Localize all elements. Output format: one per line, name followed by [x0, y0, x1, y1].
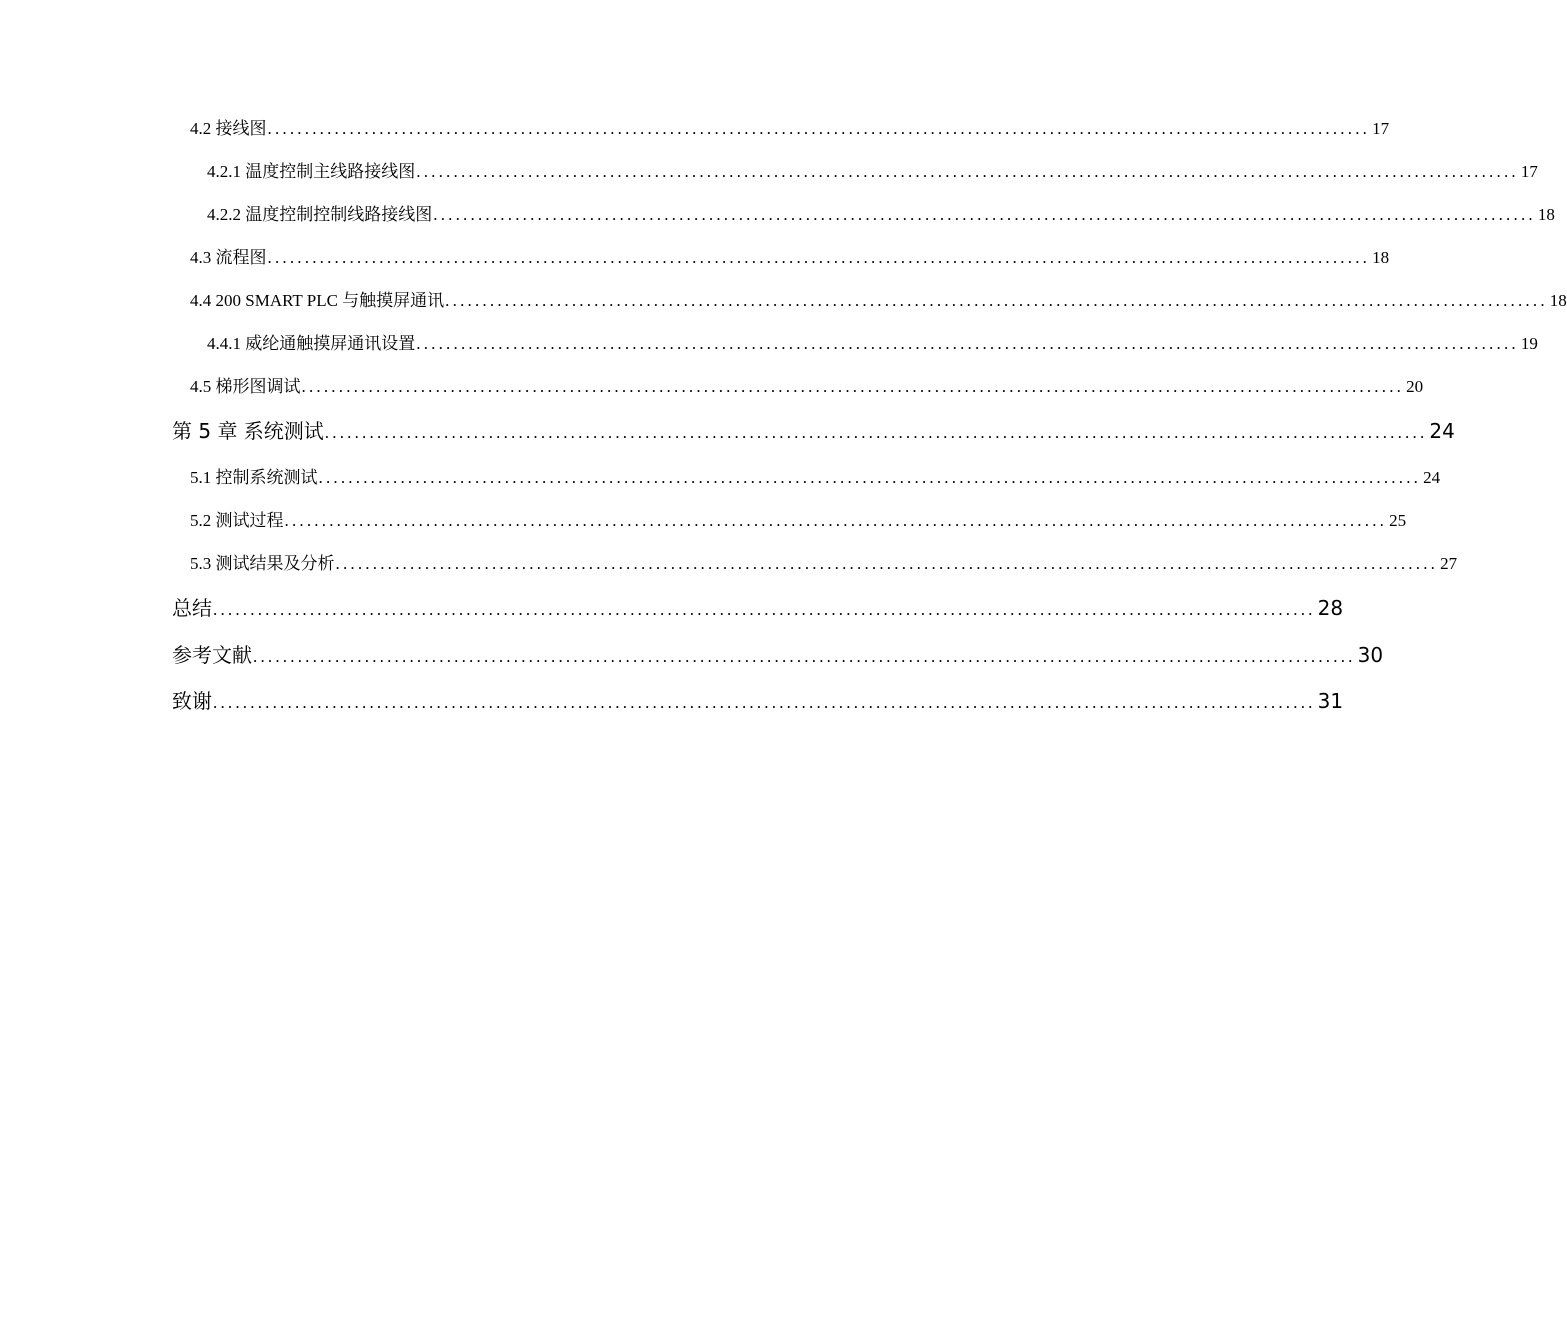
toc-entry-title: 4.2.2 温度控制控制线路接线图 [207, 205, 433, 224]
toc-page-number: 18 [1372, 248, 1390, 267]
toc-page-number: 30 [1357, 643, 1384, 667]
toc-entry-4-4-1[interactable] [207, 329, 1538, 354]
toc-page-number: 27 [1440, 554, 1458, 573]
toc-leader-dots: .................................................................................................................................................... [324, 423, 1428, 442]
toc-page-number: 20 [1406, 377, 1424, 396]
toc-entry-5-3[interactable] [190, 549, 1458, 574]
toc-page-number: 18 [1537, 205, 1555, 224]
toc-page-number: 17 [1520, 162, 1538, 181]
toc-page-number: 24 [1423, 468, 1441, 487]
toc-page-number: 31 [1317, 689, 1344, 713]
toc-entry-title: 5.3 测试结果及分析 [190, 554, 335, 573]
toc-leader-dots: .................................................................................................................................................... [433, 205, 1536, 224]
toc-leader-dots: .................................................................................................................................................... [284, 511, 1388, 530]
toc-leader-dots: .................................................................................................................................................... [301, 377, 1405, 396]
toc-entry-title: 5.1 控制系统测试 [190, 468, 318, 487]
toc-leader-dots: .................................................................................................................................................... [318, 468, 1422, 487]
toc-entry-4-2-1[interactable] [207, 157, 1538, 182]
toc-entry-title: 5.2 测试过程 [190, 511, 284, 530]
toc-entry-5-2[interactable] [190, 506, 1407, 531]
toc-entry-title: 4.4.1 威纶通触摸屏通讯设置 [207, 334, 416, 353]
toc-entry-references[interactable] [172, 639, 1384, 668]
toc-entry-title: 参考文献 [172, 643, 252, 667]
toc-page-number: 25 [1389, 511, 1407, 530]
toc-entry-title: 4.4 200 SMART PLC 与触摸屏通讯 [190, 291, 445, 310]
toc-entry-5-1[interactable] [190, 463, 1441, 488]
toc-entry-4-3[interactable] [190, 243, 1390, 268]
toc-entry-4-2[interactable] [190, 114, 1390, 139]
toc-entry-acknowledgements[interactable] [172, 685, 1344, 714]
toc-entry-title: 第 5 章 系统测试 [172, 419, 324, 443]
toc-leader-dots: .................................................................................................................................................... [335, 554, 1439, 573]
toc-entry-title: 4.2 接线图 [190, 119, 267, 138]
toc-page-number: 24 [1429, 419, 1455, 443]
toc-page-number: 18 [1549, 291, 1567, 310]
toc-leader-dots: .................................................................................................................................................... [213, 600, 1316, 619]
toc-leader-dots: .................................................................................................................................................... [445, 291, 1548, 310]
toc-entry-4-2-2[interactable] [207, 200, 1555, 225]
toc-entry-title: 致谢 [172, 689, 212, 713]
toc-entry-summary[interactable] [172, 592, 1344, 621]
toc-leader-dots: .................................................................................................................................................... [253, 647, 1356, 666]
toc-entry-title: 4.5 梯形图调试 [190, 377, 301, 396]
toc-page-number: 28 [1317, 596, 1344, 620]
toc-leader-dots: .................................................................................................................................................... [416, 162, 1519, 181]
toc-leader-dots: .................................................................................................................................................... [416, 334, 1519, 353]
toc-entry-4-5[interactable] [190, 372, 1424, 397]
toc-entry-title: 4.3 流程图 [190, 248, 267, 267]
toc-page-number: 17 [1372, 119, 1390, 138]
toc-entry-chapter-5[interactable] [172, 415, 1455, 444]
toc-entry-title: 4.2.1 温度控制主线路接线图 [207, 162, 416, 181]
toc-entry-4-4[interactable] [190, 286, 1567, 311]
toc-leader-dots: .................................................................................................................................................... [267, 248, 1371, 267]
toc-leader-dots: .................................................................................................................................................... [267, 119, 1371, 138]
toc-entry-title: 总结 [172, 596, 212, 620]
toc-page-number: 19 [1520, 334, 1538, 353]
toc-leader-dots: .................................................................................................................................................... [213, 693, 1316, 712]
